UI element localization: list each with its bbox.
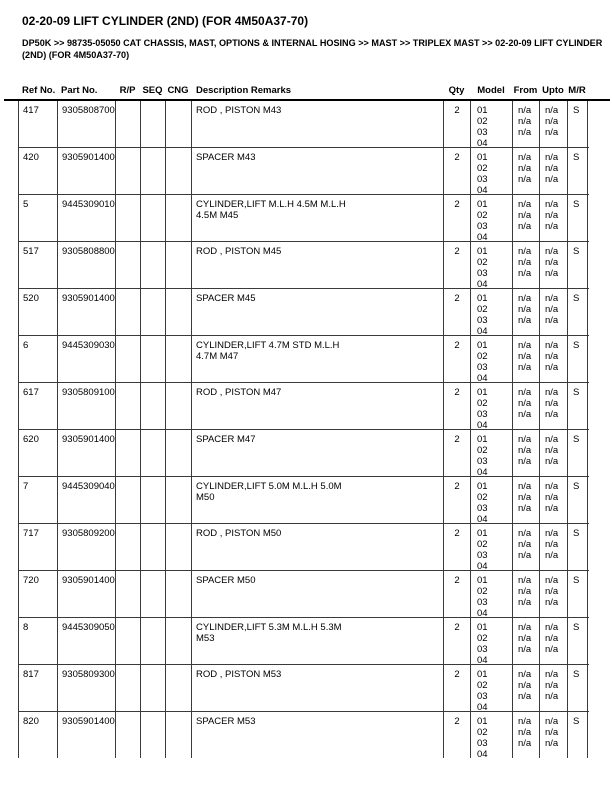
cell-ref-no: 617 bbox=[19, 383, 58, 429]
cell-rp bbox=[116, 430, 141, 476]
cell-upto: n/a n/a n/a bbox=[540, 383, 568, 429]
cell-cng bbox=[166, 383, 192, 429]
cell-rp bbox=[116, 242, 141, 288]
cell-part-no: 9305809100 bbox=[58, 383, 116, 429]
cell-part-no: 9445309010 bbox=[58, 195, 116, 241]
cell-upto: n/a n/a n/a bbox=[540, 430, 568, 476]
cell-from: n/a n/a n/a bbox=[513, 712, 540, 758]
cell-from: n/a n/a n/a bbox=[513, 665, 540, 711]
cell-ref-no: 7 bbox=[19, 477, 58, 523]
cell-from: n/a n/a n/a bbox=[513, 195, 540, 241]
cell-rp bbox=[116, 383, 141, 429]
cell-seq bbox=[141, 665, 166, 711]
cell-upto: n/a n/a n/a bbox=[540, 289, 568, 335]
cell-upto: n/a n/a n/a bbox=[540, 524, 568, 570]
cell-upto: n/a n/a n/a bbox=[540, 618, 568, 664]
cell-mr: S bbox=[568, 571, 588, 617]
cell-ref-no: 420 bbox=[19, 148, 58, 194]
cell-cng bbox=[166, 195, 192, 241]
cell-part-no: 9445309040 bbox=[58, 477, 116, 523]
cell-cng bbox=[166, 524, 192, 570]
cell-rp bbox=[116, 148, 141, 194]
cell-cng bbox=[166, 289, 192, 335]
cell-cng bbox=[166, 336, 192, 382]
cell-qty: 2 bbox=[444, 148, 471, 194]
cell-upto: n/a n/a n/a bbox=[540, 195, 568, 241]
cell-rp bbox=[116, 336, 141, 382]
cell-description: ROD , PISTON M47 bbox=[192, 383, 444, 429]
cell-description: ROD , PISTON M50 bbox=[192, 524, 444, 570]
breadcrumb: DP50K >> 98735-05050 CAT CHASSIS, MAST, OPTIONS & INTERNAL HOSING >> MAST >> TRIPLEX MAST >> 02-20-09 LIFT CYLINDER (2ND) (FOR 4M50A37-70) bbox=[22, 38, 603, 60]
cell-model: 01 02 03 04 bbox=[471, 430, 513, 476]
cell-model: 01 02 03 04 bbox=[471, 477, 513, 523]
cell-description: SPACER M43 bbox=[192, 148, 444, 194]
cell-model: 01 02 03 04 bbox=[471, 665, 513, 711]
table-row bbox=[19, 618, 589, 665]
cell-model: 01 02 03 04 bbox=[471, 712, 513, 758]
cell-seq bbox=[141, 383, 166, 429]
cell-seq bbox=[141, 101, 166, 147]
cell-rp bbox=[116, 477, 141, 523]
cell-model: 01 02 03 04 bbox=[471, 571, 513, 617]
cell-cng bbox=[166, 712, 192, 758]
cell-cng bbox=[166, 430, 192, 476]
cell-from: n/a n/a n/a bbox=[513, 148, 540, 194]
cell-part-no: 9305808700 bbox=[58, 101, 116, 147]
cell-mr: S bbox=[568, 383, 588, 429]
cell-mr: S bbox=[568, 524, 588, 570]
cell-cng bbox=[166, 618, 192, 664]
cell-description: SPACER M47 bbox=[192, 430, 444, 476]
cell-cng bbox=[166, 665, 192, 711]
cell-part-no: 9305901400 bbox=[58, 571, 116, 617]
cell-qty: 2 bbox=[444, 195, 471, 241]
cell-qty: 2 bbox=[444, 571, 471, 617]
cell-ref-no: 620 bbox=[19, 430, 58, 476]
cell-seq bbox=[141, 195, 166, 241]
cell-ref-no: 717 bbox=[19, 524, 58, 570]
table-row bbox=[19, 101, 589, 148]
table-row bbox=[19, 195, 589, 242]
cell-from: n/a n/a n/a bbox=[513, 336, 540, 382]
table-row bbox=[19, 242, 589, 289]
cell-rp bbox=[116, 289, 141, 335]
table-row bbox=[19, 571, 589, 618]
cell-upto: n/a n/a n/a bbox=[540, 242, 568, 288]
cell-model: 01 02 03 04 bbox=[471, 524, 513, 570]
cell-qty: 2 bbox=[444, 242, 471, 288]
cell-rp bbox=[116, 195, 141, 241]
cell-model: 01 02 03 04 bbox=[471, 101, 513, 147]
column-header-mr: M/R bbox=[568, 85, 586, 96]
cell-ref-no: 417 bbox=[19, 101, 58, 147]
cell-description: SPACER M45 bbox=[192, 289, 444, 335]
cell-qty: 2 bbox=[444, 524, 471, 570]
column-header-part-no: Part No. bbox=[61, 85, 98, 96]
cell-mr: S bbox=[568, 101, 588, 147]
cell-mr: S bbox=[568, 618, 588, 664]
cell-qty: 2 bbox=[444, 383, 471, 429]
page-title: 02-20-09 LIFT CYLINDER (2ND) (FOR 4M50A37-70) bbox=[22, 14, 309, 28]
cell-mr: S bbox=[568, 712, 588, 758]
cell-part-no: 9305901400 bbox=[58, 289, 116, 335]
cell-from: n/a n/a n/a bbox=[513, 101, 540, 147]
cell-from: n/a n/a n/a bbox=[513, 383, 540, 429]
cell-from: n/a n/a n/a bbox=[513, 571, 540, 617]
cell-rp bbox=[116, 712, 141, 758]
cell-part-no: 9305901400 bbox=[58, 148, 116, 194]
cell-upto: n/a n/a n/a bbox=[540, 148, 568, 194]
cell-model: 01 02 03 04 bbox=[471, 148, 513, 194]
column-header-model: Model bbox=[477, 85, 505, 96]
cell-ref-no: 5 bbox=[19, 195, 58, 241]
cell-seq bbox=[141, 524, 166, 570]
table-row bbox=[19, 712, 589, 758]
cell-from: n/a n/a n/a bbox=[513, 618, 540, 664]
cell-seq bbox=[141, 289, 166, 335]
cell-seq bbox=[141, 618, 166, 664]
cell-seq bbox=[141, 336, 166, 382]
cell-from: n/a n/a n/a bbox=[513, 242, 540, 288]
table-row bbox=[19, 289, 589, 336]
cell-ref-no: 820 bbox=[19, 712, 58, 758]
cell-upto: n/a n/a n/a bbox=[540, 101, 568, 147]
cell-mr: S bbox=[568, 195, 588, 241]
cell-part-no: 9445309050 bbox=[58, 618, 116, 664]
cell-seq bbox=[141, 148, 166, 194]
table-row bbox=[19, 477, 589, 524]
table-row bbox=[19, 336, 589, 383]
cell-model: 01 02 03 04 bbox=[471, 289, 513, 335]
cell-ref-no: 520 bbox=[19, 289, 58, 335]
cell-mr: S bbox=[568, 430, 588, 476]
cell-rp bbox=[116, 665, 141, 711]
cell-from: n/a n/a n/a bbox=[513, 524, 540, 570]
cell-upto: n/a n/a n/a bbox=[540, 571, 568, 617]
table-row bbox=[19, 383, 589, 430]
table-row bbox=[19, 524, 589, 571]
table-header-row bbox=[18, 85, 587, 97]
cell-rp bbox=[116, 101, 141, 147]
cell-cng bbox=[166, 101, 192, 147]
cell-seq bbox=[141, 712, 166, 758]
cell-ref-no: 8 bbox=[19, 618, 58, 664]
cell-upto: n/a n/a n/a bbox=[540, 712, 568, 758]
cell-rp bbox=[116, 571, 141, 617]
cell-cng bbox=[166, 571, 192, 617]
cell-qty: 2 bbox=[444, 336, 471, 382]
cell-rp bbox=[116, 524, 141, 570]
cell-model: 01 02 03 04 bbox=[471, 336, 513, 382]
cell-mr: S bbox=[568, 148, 588, 194]
cell-qty: 2 bbox=[444, 712, 471, 758]
cell-mr: S bbox=[568, 242, 588, 288]
cell-cng bbox=[166, 242, 192, 288]
column-header-from: From bbox=[513, 85, 538, 96]
cell-qty: 2 bbox=[444, 101, 471, 147]
cell-description: CYLINDER,LIFT 4.7M STD M.L.H 4.7M M47 bbox=[192, 336, 444, 382]
cell-part-no: 9305901400 bbox=[58, 430, 116, 476]
cell-mr: S bbox=[568, 665, 588, 711]
cell-qty: 2 bbox=[444, 618, 471, 664]
column-header-upto: Upto bbox=[542, 85, 564, 96]
cell-ref-no: 517 bbox=[19, 242, 58, 288]
cell-description: CYLINDER,LIFT M.L.H 4.5M M.L.H 4.5M M45 bbox=[192, 195, 444, 241]
cell-part-no: 9305809200 bbox=[58, 524, 116, 570]
cell-qty: 2 bbox=[444, 665, 471, 711]
cell-model: 01 02 03 04 bbox=[471, 195, 513, 241]
cell-part-no: 9305901400 bbox=[58, 712, 116, 758]
cell-model: 01 02 03 04 bbox=[471, 383, 513, 429]
cell-model: 01 02 03 04 bbox=[471, 618, 513, 664]
cell-seq bbox=[141, 571, 166, 617]
parts-table bbox=[18, 101, 589, 758]
cell-description: SPACER M53 bbox=[192, 712, 444, 758]
column-header-ref-no: Ref No. bbox=[22, 85, 56, 96]
cell-part-no: 9445309030 bbox=[58, 336, 116, 382]
table-row bbox=[19, 430, 589, 477]
table-row bbox=[19, 148, 589, 195]
cell-description: ROD , PISTON M45 bbox=[192, 242, 444, 288]
cell-from: n/a n/a n/a bbox=[513, 477, 540, 523]
column-header-description: Description Remarks bbox=[196, 85, 292, 96]
column-header-qty: Qty bbox=[448, 85, 465, 96]
cell-rp bbox=[116, 618, 141, 664]
cell-description: ROD , PISTON M43 bbox=[192, 101, 444, 147]
cell-mr: S bbox=[568, 336, 588, 382]
cell-description: ROD , PISTON M53 bbox=[192, 665, 444, 711]
cell-description: CYLINDER,LIFT 5.3M M.L.H 5.3M M53 bbox=[192, 618, 444, 664]
cell-ref-no: 720 bbox=[19, 571, 58, 617]
cell-qty: 2 bbox=[444, 477, 471, 523]
cell-qty: 2 bbox=[444, 430, 471, 476]
column-header-rp: R/P bbox=[119, 85, 136, 96]
cell-upto: n/a n/a n/a bbox=[540, 336, 568, 382]
cell-from: n/a n/a n/a bbox=[513, 430, 540, 476]
table-row bbox=[19, 665, 589, 712]
cell-description: SPACER M50 bbox=[192, 571, 444, 617]
cell-description: CYLINDER,LIFT 5.0M M.L.H 5.0M M50 bbox=[192, 477, 444, 523]
cell-part-no: 9305809300 bbox=[58, 665, 116, 711]
column-header-seq: SEQ bbox=[142, 85, 163, 96]
cell-seq bbox=[141, 430, 166, 476]
cell-upto: n/a n/a n/a bbox=[540, 477, 568, 523]
cell-qty: 2 bbox=[444, 289, 471, 335]
cell-cng bbox=[166, 148, 192, 194]
cell-seq bbox=[141, 477, 166, 523]
cell-mr: S bbox=[568, 477, 588, 523]
cell-cng bbox=[166, 477, 192, 523]
column-header-cng: CNG bbox=[167, 85, 189, 96]
cell-seq bbox=[141, 242, 166, 288]
cell-part-no: 9305808800 bbox=[58, 242, 116, 288]
cell-upto: n/a n/a n/a bbox=[540, 665, 568, 711]
cell-mr: S bbox=[568, 289, 588, 335]
cell-ref-no: 817 bbox=[19, 665, 58, 711]
cell-ref-no: 6 bbox=[19, 336, 58, 382]
cell-model: 01 02 03 04 bbox=[471, 242, 513, 288]
cell-from: n/a n/a n/a bbox=[513, 289, 540, 335]
